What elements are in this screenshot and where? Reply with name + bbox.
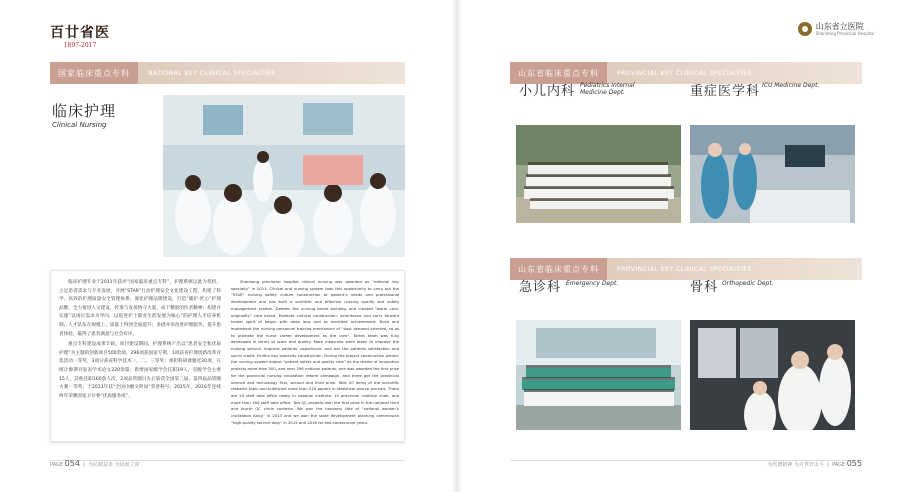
body-en-paragraph: Shandong provincial hospital clinical nursing was awarded as “national key specialty” in 2011. Clinical and nursing system took this opportunity to carry out the “STAR” nursing safety culture construction to patient’s needs and professional development and has built a scientific and effective nursing quality and safety management system. Deepen the nursing brand building, and created “warm care, originality” care brand. Promote cultural construction; inheritance and carry forward healer spirit of begun with deep love and as excellent achievement. Build and implement the nursing personnel training mechanism of “post demand oriented, so as to promote the nurse career development as the core”. Talent team was fully developed in terms of scale and quality. More measures were taken to improve the nursing service, improve patients’ experience, and win the patients satisfaction and social credit. Fruitful key specialty construction. During the project construction period, the nursing system output “patient safety and quality care” as the theme of innovation projects more than 500, and over 296 national patents, one was awarded the first prize for the provincial nursing innovation reform campaign, and three got the provincial science and technology first, second and third prize. Take 20 items of the scientific research topic and published more than 220 papers in statistical source journals. There are 19 staff take office newly in national institute, 15 provincial institute chair, and more than 160 staff take office. Two QC projects won the first prize in the national third and fourth QC circle contests. We won the honorary title of “national women’s civilization Kang” in 2013 and we won the state development planning commission “high-quality service duty” in 2015 and 2016 for two consecutive years. — [231, 279, 399, 425]
body-text-box — [50, 270, 405, 442]
band-cn: 国家临床重点专科 — [50, 62, 138, 84]
photo-pediatrics-group — [516, 125, 681, 223]
band-en: PROVINCIAL KEY CLINICAL SPECIALTIES — [617, 69, 752, 77]
band-en: NATIONAL KEY CLINICAL SPECIALTIES — [148, 69, 276, 77]
page-label: PAGE — [50, 462, 64, 468]
logo-text: 百廿省医 — [50, 25, 110, 41]
page-number-left: 054 — [64, 459, 80, 468]
footer-left: PAGE 054 | 为民精益求 为民而立命 — [50, 459, 140, 468]
hospital-name: 山东省立医院 — [815, 21, 864, 31]
body-cn-column — [59, 279, 221, 401]
title-pediatrics-en — [580, 82, 635, 96]
band-cn: 山东省临床重点专科 — [510, 62, 607, 84]
title-emergency-cn: 急诊科 — [519, 280, 562, 295]
section-band-provincial-bottom — [510, 258, 862, 280]
section-band-national — [50, 62, 405, 84]
body-cn-paragraph-2: 重点专科建设成果丰硕。项目建设期间，护理系统产出以“患者安全和优质护理”为主题的创新项目500余项，296项获国家专利，1项获省护理创新改革评选活动一等奖，3项分获省科学技术一、二、三等奖；承担科研课题近20项，在统计源期刊发表学术论文220余篇；新增国家级学会任职19人，省级学会主委15人，其他任职160余人次；2项品管圈日先后斩获全国第三届、第四届品管圈大赛一等奖；于2013年获“全国巾帼文明岗”荣誉称号；2015年、2016年连续两年荣膺国家卫计委“优质服务岗”。 — [59, 342, 221, 399]
photo-emergency-group — [516, 320, 681, 430]
hospital-logo — [798, 22, 874, 36]
title-icu-en: ICU Medicine Dept. — [762, 82, 820, 89]
logo-years: 1897-2017 — [63, 42, 97, 49]
pediatrics-en-line-2: Medicine Dept. — [580, 89, 626, 96]
body-en-column — [231, 279, 399, 426]
photo-icu-ward — [690, 125, 855, 223]
hospital-emblem-icon — [798, 22, 812, 36]
page-gutter — [452, 0, 462, 492]
title-orthopedic-en: Orthopedic Dept. — [722, 280, 774, 287]
hospital-name-en: Shandong Provincial Hospital — [815, 30, 874, 36]
body-cn-paragraph-1: 临床护理专业于2011年获评“国家临床重点专科”，护理系统以此为契机，立足患者需求与专业发展，开展“STAR”行动护理安全文化建设工程，构建了科学、高效的护理质量安全管理体系；深化护理品牌建设，打造“暖护·匠心”护理品牌，全力推进人文建设，传承与发扬恪守大爱、成于精湛的医者精神；构建并实施“以岗位需求为导向，以促进护士职业生涯发展为核心”的护理人才培养机制，人才队伍在规模上、质量上得到全面提升；多措并举改进护理服务，提升患者体验，赢得了患者满意与社会好评。 — [59, 280, 221, 337]
page-label: PAGE — [832, 462, 846, 468]
anniversary-logo — [50, 22, 110, 49]
title-emergency-en: Emergency Dept. — [566, 280, 619, 287]
title-clinical-nursing-cn: 临床护理 — [52, 102, 117, 120]
title-clinical-nursing-en: Clinical Nursing — [52, 121, 107, 129]
title-orthopedic-cn: 骨科 — [690, 280, 719, 295]
title-icu-cn: 重症医学科 — [690, 84, 761, 99]
band-en: PROVINCIAL KEY CLINICAL SPECIALTIES — [617, 265, 752, 273]
footer-slogan-right: 为医德精神 为万世开太平 — [767, 462, 825, 468]
footer-right: 为医德精神 为万世开太平 | PAGE 055 — [767, 459, 862, 468]
band-cn: 山东省临床重点专科 — [510, 258, 607, 280]
pediatrics-en-line-1: Pediatrics Internal — [580, 82, 635, 89]
photo-nursing-team — [163, 95, 405, 257]
page-number-right: 055 — [846, 459, 862, 468]
title-pediatrics-cn: 小儿内科 — [519, 84, 576, 99]
footer-slogan-left: 为民精益求 为民而立命 — [87, 462, 140, 468]
photo-orthopedic-xray — [690, 320, 855, 430]
